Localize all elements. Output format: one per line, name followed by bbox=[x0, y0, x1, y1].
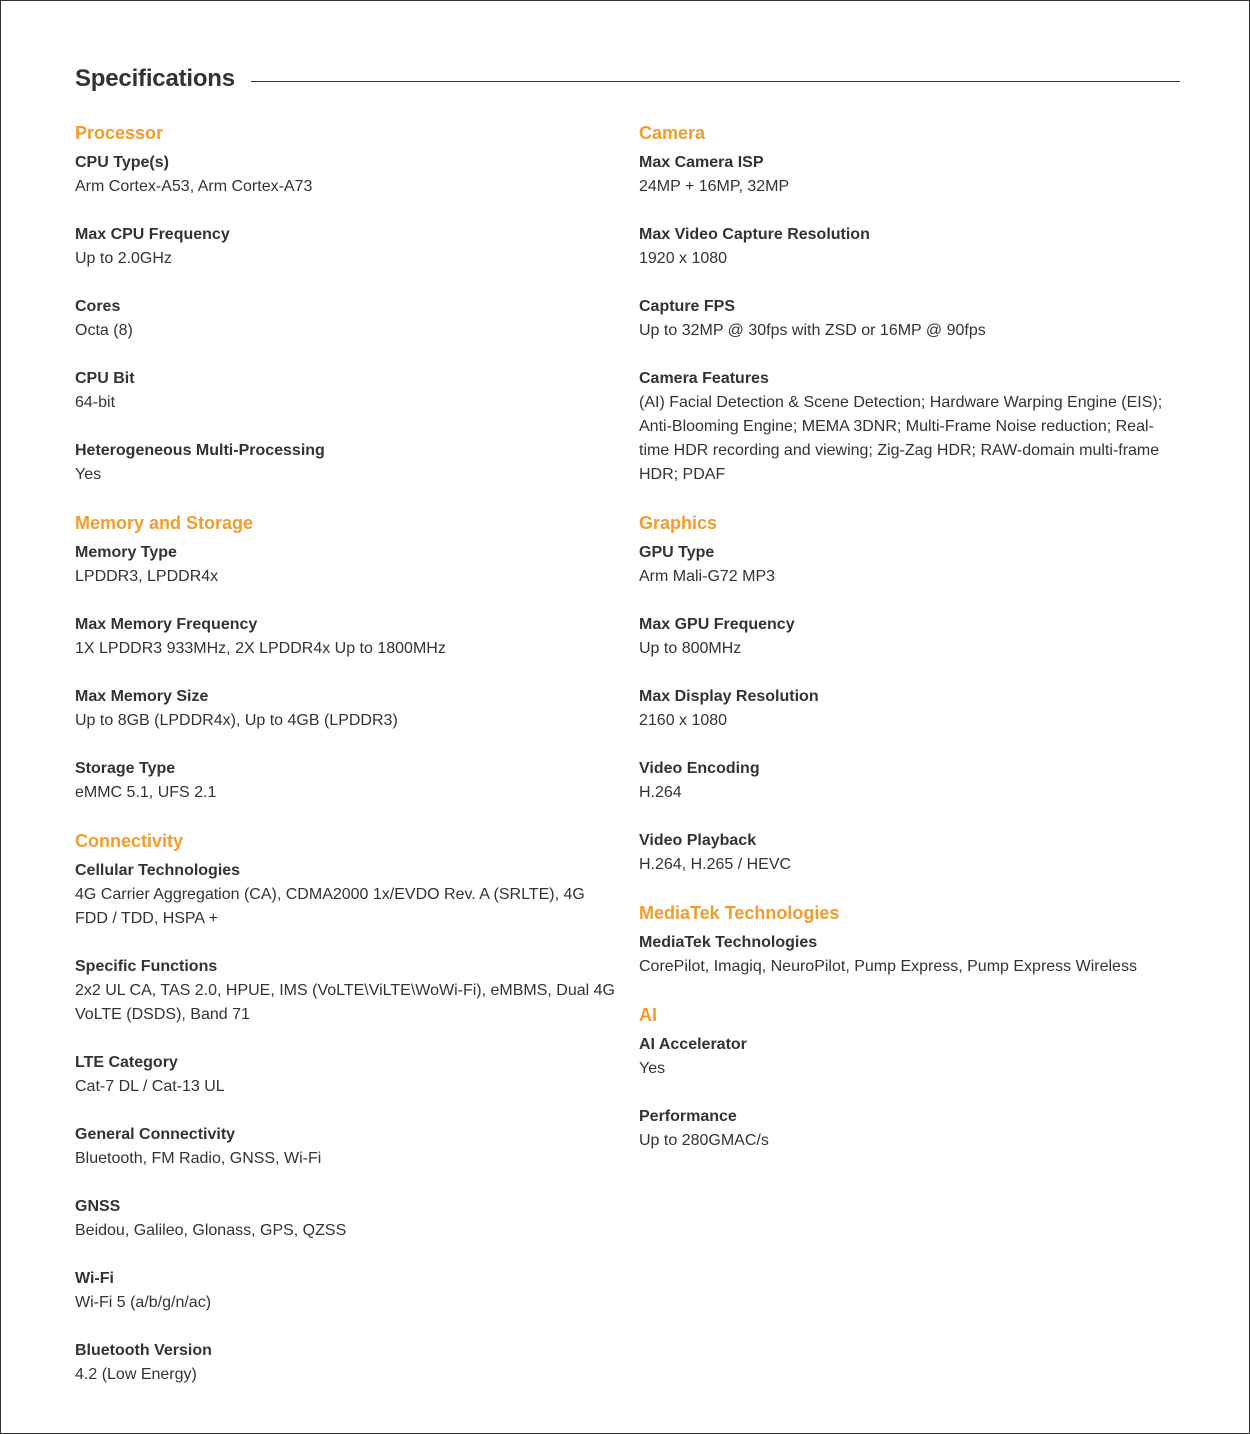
spec-value: Yes bbox=[75, 466, 102, 483]
spec-value: 2160 x 1080 bbox=[639, 712, 728, 729]
spec-label: Max CPU Frequency bbox=[75, 226, 230, 243]
spec-value: 64-bit bbox=[75, 394, 116, 411]
spec-item bbox=[75, 1339, 620, 1387]
section-title: Camera bbox=[639, 123, 706, 143]
spec-value: 1920 x 1080 bbox=[639, 250, 728, 267]
spec-value: CorePilot, Imagiq, NeuroPilot, Pump Express, Pump Express Wireless bbox=[639, 958, 1137, 975]
spec-value: Up to 32MP @ 30fps with ZSD or 16MP @ 90fps bbox=[639, 322, 986, 339]
spec-value: eMMC 5.1, UFS 2.1 bbox=[75, 784, 217, 801]
spec-value: Beidou, Galileo, Glonass, GPS, QZSS bbox=[75, 1222, 347, 1239]
spec-section-connectivity bbox=[75, 829, 620, 1387]
spec-label: Video Playback bbox=[639, 832, 757, 849]
spec-value: 4.2 (Low Energy) bbox=[75, 1366, 197, 1383]
spec-item bbox=[75, 541, 620, 589]
left-column bbox=[75, 121, 620, 1411]
spec-value: (AI) Facial Detection & Scene Detection; Hardware Warping Engine (EIS); Anti-Blooming Engine; MEMA 3DNR; Multi-Frame Noise reduction; Real-time HDR recording and viewing; Zig-Zag HDR; RAW-domain multi-frame HDR; PDAF bbox=[639, 394, 1163, 483]
spec-label: Max Memory Frequency bbox=[75, 616, 258, 633]
spec-label: GPU Type bbox=[639, 544, 715, 561]
spec-label: Video Encoding bbox=[639, 760, 760, 777]
spec-item bbox=[75, 1267, 620, 1315]
spec-value: 2x2 UL CA, TAS 2.0, HPUE, IMS (VoLTE\ViLTE\WoWi-Fi), eMBMS, Dual 4G VoLTE (DSDS), Band 71 bbox=[75, 982, 615, 1023]
spec-label: Max Video Capture Resolution bbox=[639, 226, 870, 243]
spec-value: Arm Cortex-A53, Arm Cortex-A73 bbox=[75, 178, 313, 195]
spec-section-graphics bbox=[639, 511, 1184, 877]
spec-value: Up to 8GB (LPDDR4x), Up to 4GB (LPDDR3) bbox=[75, 712, 398, 729]
spec-label: CPU Type(s) bbox=[75, 154, 169, 171]
spec-label: LTE Category bbox=[75, 1054, 178, 1071]
page-title: Specifications bbox=[75, 65, 235, 92]
spec-value: LPDDR3, LPDDR4x bbox=[75, 568, 219, 585]
spec-label: Cellular Technologies bbox=[75, 862, 241, 879]
spec-label: Performance bbox=[639, 1108, 737, 1125]
spec-value: Up to 2.0GHz bbox=[75, 250, 172, 267]
spec-label: AI Accelerator bbox=[639, 1036, 747, 1053]
spec-label: General Connectivity bbox=[75, 1126, 236, 1143]
section-title: Processor bbox=[75, 123, 164, 143]
spec-item bbox=[639, 223, 1184, 271]
spec-label: MediaTek Technologies bbox=[639, 934, 818, 951]
spec-item bbox=[639, 151, 1184, 199]
spec-item bbox=[75, 367, 620, 415]
spec-value: 4G Carrier Aggregation (CA), CDMA2000 1x/EVDO Rev. A (SRLTE), 4G FDD / TDD, HSPA + bbox=[75, 886, 585, 927]
spec-label: Heterogeneous Multi-Processing bbox=[75, 442, 325, 459]
spec-section-processor bbox=[75, 121, 620, 487]
spec-item bbox=[75, 859, 620, 931]
section-title: Connectivity bbox=[75, 831, 184, 851]
spec-label: Camera Features bbox=[639, 370, 769, 387]
spec-value: Up to 280GMAC/s bbox=[639, 1132, 769, 1149]
spec-item bbox=[639, 367, 1184, 487]
spec-label: Wi-Fi bbox=[75, 1270, 114, 1287]
spec-item bbox=[639, 931, 1184, 979]
section-title: Memory and Storage bbox=[75, 513, 254, 533]
spec-label: Memory Type bbox=[75, 544, 177, 561]
section-title: MediaTek Technologies bbox=[639, 903, 840, 923]
title-row bbox=[75, 61, 1180, 97]
spec-value: Up to 800MHz bbox=[639, 640, 742, 657]
spec-section-ai bbox=[639, 1003, 1184, 1153]
spec-label: Max Memory Size bbox=[75, 688, 209, 705]
spec-item bbox=[75, 223, 620, 271]
spec-item bbox=[75, 1123, 620, 1171]
spec-value: Wi-Fi 5 (a/b/g/n/ac) bbox=[75, 1294, 212, 1311]
spec-item bbox=[75, 151, 620, 199]
right-column bbox=[639, 121, 1184, 1177]
spec-item bbox=[75, 295, 620, 343]
spec-label: Max GPU Frequency bbox=[639, 616, 795, 633]
spec-value: H.264, H.265 / HEVC bbox=[639, 856, 792, 873]
section-title: Graphics bbox=[639, 513, 718, 533]
spec-item bbox=[639, 541, 1184, 589]
spec-value: Yes bbox=[639, 1060, 666, 1077]
spec-item bbox=[75, 757, 620, 805]
spec-section-camera bbox=[639, 121, 1184, 487]
spec-label: Max Display Resolution bbox=[639, 688, 819, 705]
spec-value: Bluetooth, FM Radio, GNSS, Wi-Fi bbox=[75, 1150, 322, 1167]
spec-label: Capture FPS bbox=[639, 298, 736, 315]
spec-label: Specific Functions bbox=[75, 958, 218, 975]
spec-item bbox=[639, 685, 1184, 733]
section-title: AI bbox=[639, 1005, 657, 1025]
spec-value: H.264 bbox=[639, 784, 682, 801]
spec-item bbox=[639, 829, 1184, 877]
spec-label: Cores bbox=[75, 298, 121, 315]
spec-item bbox=[639, 1105, 1184, 1153]
spec-item bbox=[75, 1195, 620, 1243]
spec-label: Storage Type bbox=[75, 760, 176, 777]
spec-label: GNSS bbox=[75, 1198, 121, 1215]
title-divider bbox=[251, 81, 1180, 82]
spec-item bbox=[75, 439, 620, 487]
spec-item bbox=[639, 757, 1184, 805]
spec-label: CPU Bit bbox=[75, 370, 135, 387]
spec-value: Octa (8) bbox=[75, 322, 133, 339]
spec-section-mediatek-technologies bbox=[639, 901, 1184, 979]
spec-item bbox=[639, 295, 1184, 343]
spec-item bbox=[75, 1051, 620, 1099]
spec-value: 1X LPDDR3 933MHz, 2X LPDDR4x Up to 1800MHz bbox=[75, 640, 446, 657]
spec-item bbox=[639, 613, 1184, 661]
spec-item bbox=[639, 1033, 1184, 1081]
spec-item bbox=[75, 955, 620, 1027]
spec-value: 24MP + 16MP, 32MP bbox=[639, 178, 790, 195]
spec-item bbox=[75, 613, 620, 661]
spec-item bbox=[75, 685, 620, 733]
spec-value: Arm Mali-G72 MP3 bbox=[639, 568, 776, 585]
spec-label: Max Camera ISP bbox=[639, 154, 764, 171]
spec-label: Bluetooth Version bbox=[75, 1342, 212, 1359]
spec-section-memory-and-storage bbox=[75, 511, 620, 805]
spec-value: Cat-7 DL / Cat-13 UL bbox=[75, 1078, 225, 1095]
